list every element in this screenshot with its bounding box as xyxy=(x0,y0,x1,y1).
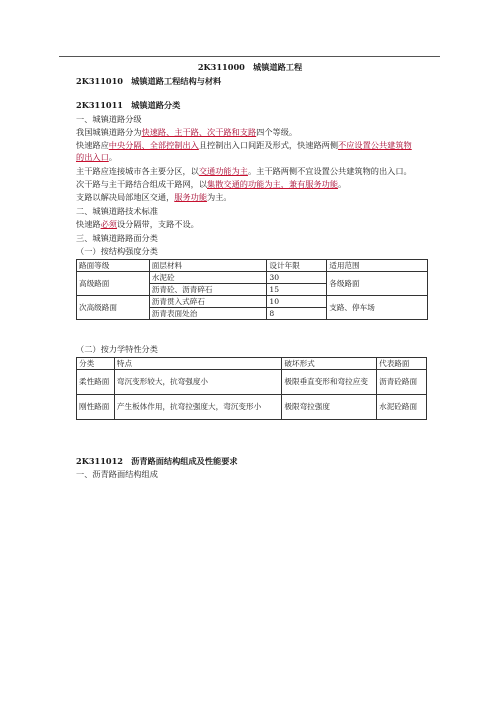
text: 且控制出入口间距及形式，快速路两侧 xyxy=(198,140,339,150)
list-item-standards: 二、城镇道路技术标准 xyxy=(76,206,158,216)
table-cell: 水泥砼 xyxy=(149,272,267,284)
text: 设分隔带，支路不设。 xyxy=(116,219,199,229)
table-row xyxy=(77,296,428,308)
table-cell: 次高级路面 xyxy=(77,296,150,320)
paragraph-expressway xyxy=(76,140,412,151)
table-row xyxy=(77,272,428,284)
table-header-cell: 设计年限 xyxy=(267,260,327,272)
text: 我国城镇道路分为 xyxy=(76,127,142,137)
table-header-cell: 代表路面 xyxy=(377,358,427,370)
table-cell: 刚性路面 xyxy=(77,395,115,420)
highlight-text: 的出入口 xyxy=(76,152,109,162)
text: 次干路与主干路结合组成干路网，以 xyxy=(76,179,208,189)
text: 。主干路两侧不宜设置公共建筑物的出入口。 xyxy=(247,166,412,176)
table-cell: 柔性路面 xyxy=(77,370,115,395)
list-item-grading: 一、城镇道路分级 xyxy=(76,114,142,124)
table-cell: 沥青表面处治 xyxy=(149,308,267,320)
table-cell: 30 xyxy=(267,272,327,284)
mechanics-table xyxy=(76,357,427,420)
table-header-cell: 破坏形式 xyxy=(282,358,377,370)
paragraph-road-classes xyxy=(76,127,297,138)
paragraph-expressway-cont xyxy=(76,152,117,163)
table-row xyxy=(77,395,427,420)
paragraph-branch-road xyxy=(76,192,232,203)
sub-item-strength: （一）按结构强度分类 xyxy=(76,246,158,256)
table-cell: 8 xyxy=(267,308,327,320)
highlight-text: 必须 xyxy=(100,219,117,229)
text: 为主。 xyxy=(207,192,232,202)
table-cell: 极限垂直变形和弯拉应变 xyxy=(282,370,377,395)
paragraph-separator xyxy=(76,219,199,230)
highlight-text: 不应设置公共建筑物 xyxy=(338,140,412,150)
list-item-asphalt: 一、沥青路面结构组成 xyxy=(76,469,158,479)
table-cell: 高级路面 xyxy=(77,272,150,296)
paragraph-main-road xyxy=(76,166,412,177)
text: 支路以解决局部地区交通， xyxy=(76,192,175,202)
table-cell: 产生板体作用，抗弯拉强度大，弯沉变形小 xyxy=(114,395,281,420)
highlight-text: 服务功能 xyxy=(174,192,208,202)
header-rule xyxy=(59,56,440,57)
table-cell: 沥青砼路面 xyxy=(377,370,427,395)
highlight-text: 中央分隔、全部控制出入 xyxy=(108,140,199,150)
subsection-heading: 2K311011 城镇道路分类 xyxy=(76,100,181,110)
table-cell: 沥青贯入式碎石 xyxy=(149,296,267,308)
paragraph-secondary-road xyxy=(76,179,346,190)
table-cell: 水泥砼路面 xyxy=(377,395,427,420)
highlight-text: 集散交通的功能为主，兼有服务功能 xyxy=(207,179,339,189)
section-title: 2K311010 城镇道路工程结构与材料 xyxy=(76,76,222,86)
table-cell: 沥青砼、沥青碎石 xyxy=(149,284,267,296)
highlight-text: 快速路、主干路、次干路和支路 xyxy=(141,127,257,137)
table-row xyxy=(77,370,427,395)
table-cell: 支路、停车场 xyxy=(327,296,428,320)
table-cell: 极限弯拉强度 xyxy=(282,395,377,420)
text: 四个等级。 xyxy=(256,127,298,137)
text: 快速路应 xyxy=(76,140,109,150)
text: 快速路 xyxy=(76,219,101,229)
strength-table xyxy=(76,259,428,320)
table-cell: 15 xyxy=(267,284,327,296)
table-header-cell: 面层材料 xyxy=(149,260,267,272)
table-header-row xyxy=(77,358,427,370)
table-header-cell: 分类 xyxy=(77,358,115,370)
table-header-cell: 特点 xyxy=(114,358,281,370)
text: 。 xyxy=(338,179,347,189)
subsection-heading: 2K311012 沥青路面结构组成及性能要求 xyxy=(76,456,238,466)
table-cell: 10 xyxy=(267,296,327,308)
list-item-pavement: 三、城镇道路路面分类 xyxy=(76,233,158,243)
table-cell: 弯沉变形较大，抗弯强度小 xyxy=(114,370,281,395)
table-cell: 各级路面 xyxy=(327,272,428,296)
table-header-cell: 路面等级 xyxy=(77,260,150,272)
table-header-row xyxy=(77,260,428,272)
chapter-title: 2K311000 城镇道路工程 xyxy=(197,62,303,72)
highlight-text: 交通功能为主 xyxy=(198,166,248,176)
table-header-cell: 适用范围 xyxy=(327,260,428,272)
text: 主干路应连接城市各主要分区，以 xyxy=(76,166,199,176)
sub-item-mechanics: （二）按力学特性分类 xyxy=(76,344,158,354)
text: 。 xyxy=(108,152,117,162)
